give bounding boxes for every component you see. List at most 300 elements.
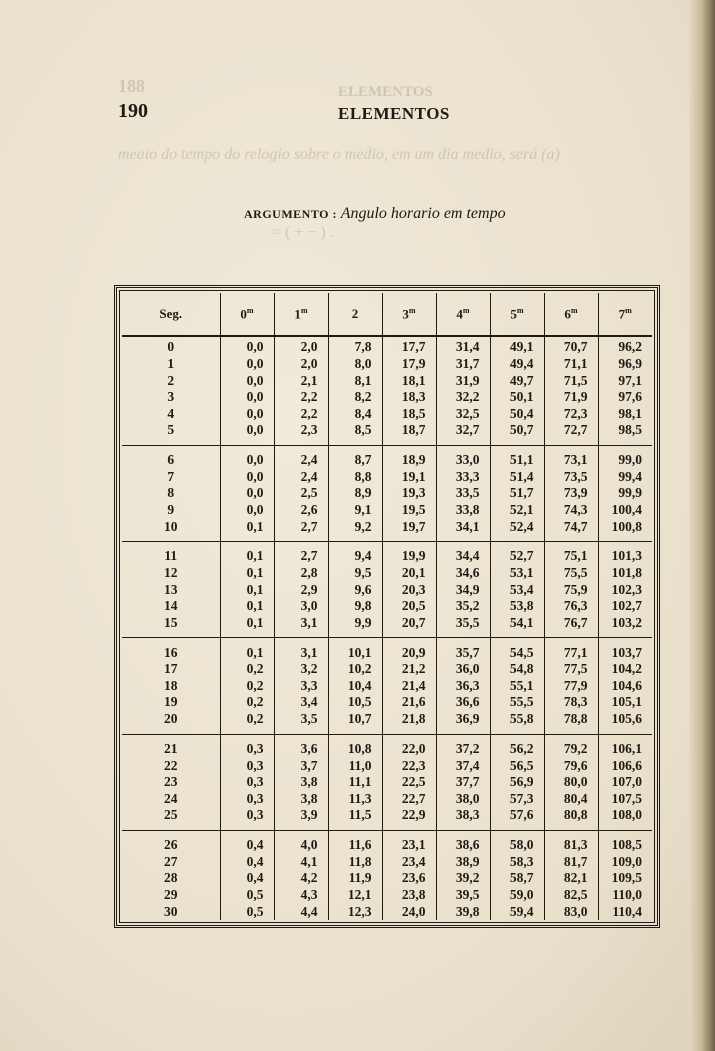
value-cell: 17,7	[382, 336, 436, 356]
value-cell: 79,6	[544, 757, 598, 774]
value-cell: 108,5	[598, 830, 652, 853]
value-cell: 38,3	[436, 807, 490, 830]
value-cell: 102,3	[598, 581, 652, 598]
value-cell: 75,5	[544, 565, 598, 582]
value-cell: 8,9	[328, 485, 382, 502]
value-cell: 57,6	[490, 807, 544, 830]
value-cell: 7,8	[328, 336, 382, 356]
value-cell: 8,1	[328, 372, 382, 389]
value-cell: 76,3	[544, 598, 598, 615]
value-cell: 4,1	[274, 854, 328, 871]
value-cell: 11,5	[328, 807, 382, 830]
seconds-cell: 25	[122, 807, 220, 830]
value-cell: 18,3	[382, 389, 436, 406]
table-row	[122, 372, 652, 389]
value-cell: 39,2	[436, 870, 490, 887]
value-cell: 37,2	[436, 734, 490, 757]
value-cell: 11,3	[328, 790, 382, 807]
value-cell: 103,7	[598, 638, 652, 661]
value-cell: 39,8	[436, 903, 490, 920]
value-cell: 11,9	[328, 870, 382, 887]
value-cell: 0,2	[220, 678, 274, 695]
value-cell: 19,9	[382, 542, 436, 565]
value-cell: 38,6	[436, 830, 490, 853]
value-cell: 4,0	[274, 830, 328, 853]
value-cell: 54,8	[490, 661, 544, 678]
value-cell: 22,3	[382, 757, 436, 774]
table-row	[122, 790, 652, 807]
value-cell: 51,1	[490, 445, 544, 468]
value-cell: 8,2	[328, 389, 382, 406]
value-cell: 56,9	[490, 774, 544, 791]
value-cell: 31,4	[436, 336, 490, 356]
value-cell: 0,1	[220, 542, 274, 565]
table-row	[122, 542, 652, 565]
table-row	[122, 830, 652, 853]
bleed-through-text-line: meaio do tempo do relogio sobre o medio, em um dia medio, será (a)	[118, 146, 560, 163]
value-cell: 101,8	[598, 565, 652, 582]
value-cell: 9,4	[328, 542, 382, 565]
value-cell: 109,5	[598, 870, 652, 887]
value-cell: 0,1	[220, 598, 274, 615]
value-cell: 10,2	[328, 661, 382, 678]
table-row	[122, 870, 652, 887]
value-cell: 8,0	[328, 356, 382, 373]
value-cell: 11,0	[328, 757, 382, 774]
seconds-cell: 2	[167, 372, 175, 388]
value-cell: 57,3	[490, 790, 544, 807]
value-cell: 33,3	[436, 469, 490, 486]
value-cell: 0,3	[220, 757, 274, 774]
column-header-label: 6	[564, 306, 571, 322]
value-cell: 0,0	[220, 372, 274, 389]
table-row	[122, 661, 652, 678]
value-cell: 3,3	[274, 678, 328, 695]
value-cell: 3,8	[274, 774, 328, 791]
value-cell: 19,1	[382, 469, 436, 486]
value-cell: 22,5	[382, 774, 436, 791]
value-cell: 9,2	[328, 518, 382, 541]
value-cell: 103,2	[598, 614, 652, 637]
column-header-label: 3	[402, 306, 409, 322]
bleed-through-running-title: ELEMENTOS	[338, 84, 433, 100]
value-cell: 2,4	[274, 469, 328, 486]
value-cell: 34,9	[436, 581, 490, 598]
seconds-cell: 13	[164, 581, 178, 597]
value-cell: 0,0	[220, 405, 274, 422]
table-row	[122, 389, 652, 406]
value-cell: 50,4	[490, 405, 544, 422]
value-cell: 73,1	[544, 445, 598, 468]
seconds-cell: 17	[164, 661, 178, 677]
value-cell: 0,5	[220, 887, 274, 904]
value-cell: 35,7	[436, 638, 490, 661]
value-cell: 99,0	[598, 445, 652, 468]
value-cell: 110,0	[598, 887, 652, 904]
value-cell: 23,8	[382, 887, 436, 904]
value-cell: 11,6	[328, 830, 382, 853]
value-cell: 0,4	[220, 830, 274, 853]
value-cell: 3,2	[274, 661, 328, 678]
value-cell: 53,1	[490, 565, 544, 582]
value-cell: 71,5	[544, 372, 598, 389]
seconds-cell: 4	[167, 405, 175, 421]
value-cell: 96,9	[598, 356, 652, 373]
value-cell: 53,4	[490, 581, 544, 598]
value-cell: 11,8	[328, 854, 382, 871]
seconds-cell: 14	[164, 598, 178, 614]
value-cell: 56,2	[490, 734, 544, 757]
table-row	[122, 469, 652, 486]
value-cell: 9,6	[328, 581, 382, 598]
value-cell: 11,1	[328, 774, 382, 791]
book-gutter	[689, 0, 715, 1051]
value-cell: 55,1	[490, 678, 544, 695]
value-cell: 53,8	[490, 598, 544, 615]
value-cell: 35,5	[436, 614, 490, 637]
column-header-label: 2	[351, 306, 359, 321]
bleed-through-page-number: 188	[118, 76, 145, 96]
column-header-unit: m	[300, 305, 308, 315]
value-cell: 49,7	[490, 372, 544, 389]
seconds-cell: 29	[164, 887, 178, 903]
value-cell: 106,1	[598, 734, 652, 757]
value-cell: 22,9	[382, 807, 436, 830]
value-cell: 54,5	[490, 638, 544, 661]
value-cell: 3,4	[274, 694, 328, 711]
value-cell: 58,0	[490, 830, 544, 853]
table-row	[122, 694, 652, 711]
value-cell: 77,1	[544, 638, 598, 661]
value-cell: 0,4	[220, 854, 274, 871]
table-row	[122, 807, 652, 830]
value-cell: 98,1	[598, 405, 652, 422]
value-cell: 58,7	[490, 870, 544, 887]
value-cell: 31,9	[436, 372, 490, 389]
table-row	[122, 485, 652, 502]
value-cell: 20,5	[382, 598, 436, 615]
value-cell: 2,8	[274, 565, 328, 582]
value-cell: 18,7	[382, 422, 436, 445]
column-header-minutes	[598, 293, 652, 336]
column-header-minutes	[328, 293, 382, 336]
value-cell: 106,6	[598, 757, 652, 774]
seconds-cell: 1	[167, 355, 175, 371]
seconds-cell: 28	[164, 870, 178, 886]
table-row	[122, 598, 652, 615]
value-cell: 37,7	[436, 774, 490, 791]
value-cell: 23,1	[382, 830, 436, 853]
value-cell: 22,7	[382, 790, 436, 807]
value-cell: 3,8	[274, 790, 328, 807]
value-cell: 9,8	[328, 598, 382, 615]
argument-value: Angulo horario em tempo	[340, 205, 506, 222]
value-cell: 21,4	[382, 678, 436, 695]
seconds-cell: 10	[122, 518, 220, 541]
value-cell: 0,0	[220, 389, 274, 406]
value-cell: 9,9	[328, 614, 382, 637]
value-cell: 100,4	[598, 502, 652, 519]
value-cell: 10,7	[328, 711, 382, 734]
value-cell: 73,9	[544, 485, 598, 502]
table-row	[122, 422, 652, 445]
value-cell: 105,6	[598, 711, 652, 734]
value-cell: 2,2	[274, 389, 328, 406]
value-cell: 72,3	[544, 405, 598, 422]
column-header-minutes	[220, 293, 274, 336]
seconds-cell: 11	[164, 548, 178, 564]
table-row	[122, 711, 652, 734]
seconds-cell: 24	[164, 790, 178, 806]
value-cell: 0,0	[220, 356, 274, 373]
table-argument	[244, 205, 506, 223]
value-cell: 23,6	[382, 870, 436, 887]
value-cell: 19,5	[382, 502, 436, 519]
column-header-unit: m	[408, 305, 416, 315]
value-cell: 96,2	[598, 336, 652, 356]
value-cell: 105,1	[598, 694, 652, 711]
value-cell: 3,7	[274, 757, 328, 774]
value-cell: 110,4	[598, 903, 652, 920]
value-cell: 79,2	[544, 734, 598, 757]
value-cell: 9,5	[328, 565, 382, 582]
value-cell: 100,8	[598, 518, 652, 541]
value-cell: 97,1	[598, 372, 652, 389]
value-cell: 49,1	[490, 336, 544, 356]
value-cell: 102,7	[598, 598, 652, 615]
value-cell: 109,0	[598, 854, 652, 871]
value-cell: 0,3	[220, 790, 274, 807]
value-cell: 33,8	[436, 502, 490, 519]
column-header-unit: m	[516, 305, 524, 315]
value-cell: 4,4	[274, 903, 328, 920]
table-row	[122, 734, 652, 757]
table-row	[122, 445, 652, 468]
value-cell: 8,8	[328, 469, 382, 486]
column-header-label: 5	[510, 306, 517, 322]
value-cell: 34,1	[436, 518, 490, 541]
column-header-minutes	[382, 293, 436, 336]
value-cell: 35,2	[436, 598, 490, 615]
column-header-unit: m	[462, 305, 470, 315]
value-cell: 77,5	[544, 661, 598, 678]
page-number: 190	[118, 100, 148, 122]
value-cell: 55,8	[490, 711, 544, 734]
hour-angle-table	[122, 293, 652, 920]
value-cell: 80,8	[544, 807, 598, 830]
value-cell: 98,5	[598, 422, 652, 445]
seconds-cell: 16	[164, 644, 178, 660]
value-cell: 77,9	[544, 678, 598, 695]
value-cell: 0,0	[220, 469, 274, 486]
value-cell: 2,2	[274, 405, 328, 422]
value-cell: 24,0	[382, 903, 436, 920]
value-cell: 0,0	[220, 336, 274, 356]
value-cell: 38,0	[436, 790, 490, 807]
value-cell: 33,5	[436, 485, 490, 502]
value-cell: 9,1	[328, 502, 382, 519]
value-cell: 50,7	[490, 422, 544, 445]
value-cell: 56,5	[490, 757, 544, 774]
column-header-label: Seg.	[159, 306, 183, 321]
value-cell: 21,2	[382, 661, 436, 678]
seconds-cell: 21	[164, 740, 178, 756]
value-cell: 4,2	[274, 870, 328, 887]
column-header-unit: m	[570, 305, 578, 315]
value-cell: 3,6	[274, 734, 328, 757]
value-cell: 20,7	[382, 614, 436, 637]
value-cell: 74,3	[544, 502, 598, 519]
value-cell: 82,5	[544, 887, 598, 904]
seconds-cell: 0	[167, 339, 175, 355]
value-cell: 108,0	[598, 807, 652, 830]
value-cell: 32,2	[436, 389, 490, 406]
value-cell: 36,6	[436, 694, 490, 711]
column-header-minutes	[436, 293, 490, 336]
value-cell: 0,1	[220, 518, 274, 541]
value-cell: 0,2	[220, 711, 274, 734]
value-cell: 21,6	[382, 694, 436, 711]
value-cell: 73,5	[544, 469, 598, 486]
value-cell: 49,4	[490, 356, 544, 373]
value-cell: 37,4	[436, 757, 490, 774]
value-cell: 0,5	[220, 903, 274, 920]
value-cell: 10,1	[328, 638, 382, 661]
seconds-cell: 5	[122, 422, 220, 445]
value-cell: 2,0	[274, 336, 328, 356]
value-cell: 0,0	[220, 445, 274, 468]
value-cell: 104,6	[598, 678, 652, 695]
table-header-row	[122, 293, 652, 336]
value-cell: 0,1	[220, 581, 274, 598]
hour-angle-table-frame	[114, 285, 660, 928]
value-cell: 52,7	[490, 542, 544, 565]
value-cell: 0,4	[220, 870, 274, 887]
column-header-label: 4	[456, 306, 463, 322]
table-row	[122, 774, 652, 791]
value-cell: 3,1	[274, 638, 328, 661]
value-cell: 72,7	[544, 422, 598, 445]
value-cell: 59,0	[490, 887, 544, 904]
value-cell: 20,1	[382, 565, 436, 582]
table-row	[122, 638, 652, 661]
value-cell: 81,3	[544, 830, 598, 853]
value-cell: 12,3	[328, 903, 382, 920]
value-cell: 70,7	[544, 336, 598, 356]
seconds-cell: 8	[167, 485, 175, 501]
value-cell: 2,7	[274, 542, 328, 565]
seconds-cell: 12	[164, 565, 178, 581]
table-row	[122, 336, 652, 356]
value-cell: 0,3	[220, 734, 274, 757]
value-cell: 2,9	[274, 581, 328, 598]
value-cell: 99,4	[598, 469, 652, 486]
value-cell: 2,4	[274, 445, 328, 468]
running-title: ELEMENTOS	[338, 104, 450, 123]
value-cell: 8,7	[328, 445, 382, 468]
value-cell: 54,1	[490, 614, 544, 637]
column-header-seconds	[122, 293, 220, 336]
value-cell: 36,9	[436, 711, 490, 734]
column-header-label: 7	[618, 306, 626, 322]
value-cell: 10,5	[328, 694, 382, 711]
value-cell: 18,5	[382, 405, 436, 422]
bleed-through-formula: = ( + − ) .	[272, 224, 334, 241]
value-cell: 51,7	[490, 485, 544, 502]
column-header-minutes	[490, 293, 544, 336]
value-cell: 21,8	[382, 711, 436, 734]
value-cell: 97,6	[598, 389, 652, 406]
value-cell: 78,3	[544, 694, 598, 711]
table-row	[122, 581, 652, 598]
value-cell: 81,7	[544, 854, 598, 871]
seconds-cell: 23	[164, 774, 178, 790]
value-cell: 99,9	[598, 485, 652, 502]
value-cell: 59,4	[490, 903, 544, 920]
table-row	[122, 854, 652, 871]
value-cell: 18,9	[382, 445, 436, 468]
table-row	[122, 405, 652, 422]
value-cell: 80,0	[544, 774, 598, 791]
value-cell: 0,1	[220, 565, 274, 582]
seconds-cell: 18	[164, 677, 178, 693]
value-cell: 10,4	[328, 678, 382, 695]
value-cell: 8,4	[328, 405, 382, 422]
value-cell: 34,6	[436, 565, 490, 582]
value-cell: 34,4	[436, 542, 490, 565]
table-row	[122, 903, 652, 920]
value-cell: 2,3	[274, 422, 328, 445]
table-row	[122, 887, 652, 904]
value-cell: 52,4	[490, 518, 544, 541]
column-header-unit: m	[625, 305, 632, 315]
value-cell: 3,1	[274, 614, 328, 637]
value-cell: 4,3	[274, 887, 328, 904]
value-cell: 3,5	[274, 711, 328, 734]
value-cell: 71,9	[544, 389, 598, 406]
table-row	[122, 502, 652, 519]
value-cell: 50,1	[490, 389, 544, 406]
value-cell: 3,0	[274, 598, 328, 615]
table-row	[122, 757, 652, 774]
column-header-label: 1	[294, 306, 301, 322]
column-header-minutes	[274, 293, 328, 336]
value-cell: 0,0	[220, 485, 274, 502]
value-cell: 80,4	[544, 790, 598, 807]
value-cell: 39,5	[436, 887, 490, 904]
value-cell: 55,5	[490, 694, 544, 711]
value-cell: 0,0	[220, 422, 274, 445]
table-row	[122, 614, 652, 637]
seconds-cell: 6	[167, 452, 175, 468]
value-cell: 107,5	[598, 790, 652, 807]
value-cell: 82,1	[544, 870, 598, 887]
column-header-label: 0	[240, 306, 247, 322]
seconds-cell: 22	[164, 757, 178, 773]
table-row	[122, 565, 652, 582]
value-cell: 31,7	[436, 356, 490, 373]
value-cell: 83,0	[544, 903, 598, 920]
value-cell: 2,5	[274, 485, 328, 502]
value-cell: 2,1	[274, 372, 328, 389]
seconds-cell: 15	[122, 614, 220, 637]
seconds-cell: 9	[167, 501, 175, 517]
value-cell: 107,0	[598, 774, 652, 791]
value-cell: 74,7	[544, 518, 598, 541]
table-row	[122, 518, 652, 541]
seconds-cell: 27	[164, 853, 178, 869]
value-cell: 23,4	[382, 854, 436, 871]
